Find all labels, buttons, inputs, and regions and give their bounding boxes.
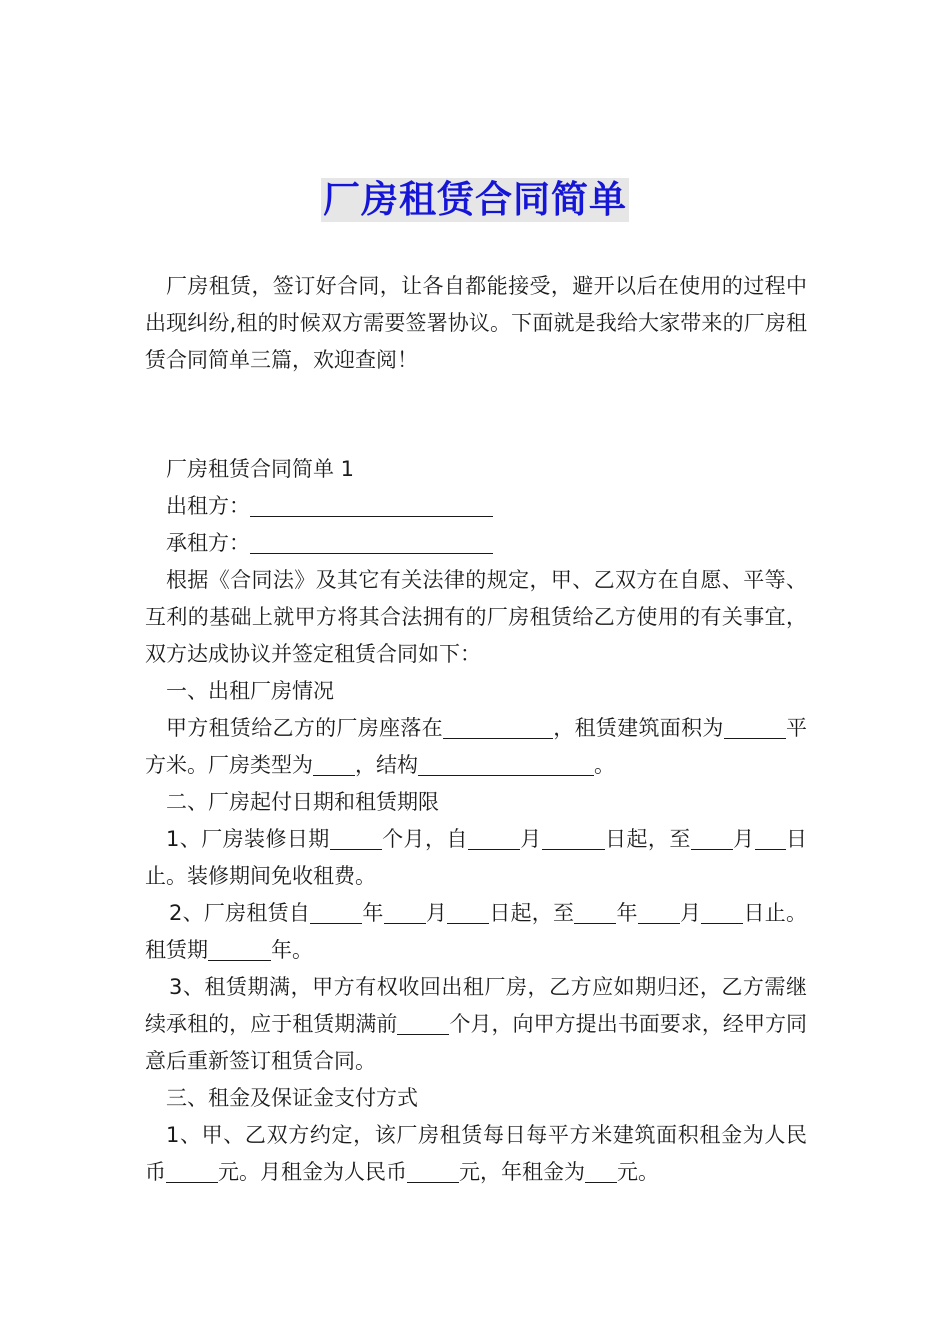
- text-run: 2、厂房租赁自: [169, 901, 311, 925]
- text-run: 月: [519, 827, 542, 851]
- section-2-item-3: [145, 969, 807, 1080]
- text-run: 月: [732, 827, 755, 851]
- lessee-blank: [250, 531, 493, 554]
- blank: [585, 1160, 617, 1183]
- blank: [755, 827, 775, 850]
- location-blank: [443, 716, 553, 739]
- text-run: 3、租赁期满，甲方有权收回出租厂房，乙方应如期归还，乙方需继续承租的，应于租赁期满前: [145, 975, 807, 1036]
- area-blank-part2: [766, 716, 786, 739]
- type-blank: [313, 753, 355, 776]
- text-run: 个月，向甲方提出书面要求，经甲方同意后重新签订租赁合同。: [145, 1012, 808, 1073]
- lessor-label: 出租方：: [166, 494, 250, 518]
- text-run: 日止。装修期间免收租费。: [145, 827, 808, 888]
- title-block: [0, 178, 950, 222]
- blank: [775, 827, 786, 850]
- text-run: 1、厂房装修日期: [166, 827, 330, 851]
- text-run: 1、甲、乙双方约定，该厂房租赁每日每平方米建筑面积租金为人民币: [145, 1123, 807, 1184]
- blank: [447, 901, 489, 924]
- lessor-line: [145, 488, 807, 525]
- contract-body: [145, 451, 807, 1191]
- text-run: ，租赁建筑面积为: [552, 716, 724, 740]
- structure-blank: [418, 753, 594, 776]
- document-title: 厂房租赁合同简单: [323, 178, 627, 221]
- intro-paragraph: 厂房租赁，签订好合同，让各自都能接受，避开以后在使用的过程中出现纠纷,租的时候双方需要签署协议。下面就是我给大家带来的厂房租赁合同简单三篇，欢迎查阅！: [145, 274, 807, 372]
- text-run: 月: [679, 901, 702, 925]
- blank: [208, 938, 271, 961]
- lessee-label: 承租方：: [166, 531, 250, 555]
- section-1-paragraph: [145, 710, 807, 784]
- text-run: 年: [362, 901, 384, 925]
- text-run: 元。: [617, 1160, 659, 1184]
- text-run: 月: [425, 901, 448, 925]
- text-run: 年: [616, 901, 638, 925]
- text-run: 日止。租赁期: [145, 901, 808, 962]
- blank: [638, 901, 680, 924]
- section-2-item-1: [145, 821, 807, 895]
- text-run: 甲方租赁给乙方的厂房座落在: [166, 716, 443, 740]
- area-blank-part1: [724, 716, 766, 739]
- section-2-item-2: [145, 895, 807, 969]
- text-run: 。: [594, 753, 615, 777]
- contract-heading: 厂房租赁合同简单 1: [166, 457, 355, 481]
- text-run: 日起，至: [489, 901, 575, 925]
- section-2-heading: 二、厂房起付日期和租赁期限: [166, 790, 439, 814]
- text-run: 平方米。厂房类型为: [145, 716, 808, 777]
- section-1-heading: 一、出租厂房情况: [166, 679, 334, 703]
- blank: [574, 901, 616, 924]
- blank: [330, 827, 382, 850]
- blank: [407, 1160, 459, 1183]
- text-run: 元。月租金为人民币: [218, 1160, 407, 1184]
- preamble-paragraph: 根据《合同法》及其它有关法律的规定，甲、乙双方在自愿、平等、互利的基础上就甲方将其合法拥有的厂房租赁给乙方使用的有关事宜，双方达成协议并签定租赁合同如下：: [145, 568, 807, 666]
- blank: [310, 901, 362, 924]
- text-run: 日起，至: [604, 827, 691, 851]
- blank: [166, 1160, 218, 1183]
- lessor-blank: [250, 494, 493, 517]
- text-run: 个月，自: [381, 827, 468, 851]
- blank: [384, 901, 426, 924]
- section-3-item-1: [145, 1117, 807, 1191]
- blank: [691, 827, 733, 850]
- blank: [397, 1012, 449, 1035]
- section-3-heading: 三、租金及保证金支付方式: [166, 1086, 418, 1110]
- lessee-line: [145, 525, 807, 562]
- blank: [542, 827, 605, 850]
- blank: [701, 901, 743, 924]
- text-run: ，结构: [355, 753, 418, 777]
- blank: [468, 827, 520, 850]
- text-run: 年。: [271, 938, 313, 962]
- text-run: 元，年租金为: [459, 1160, 585, 1184]
